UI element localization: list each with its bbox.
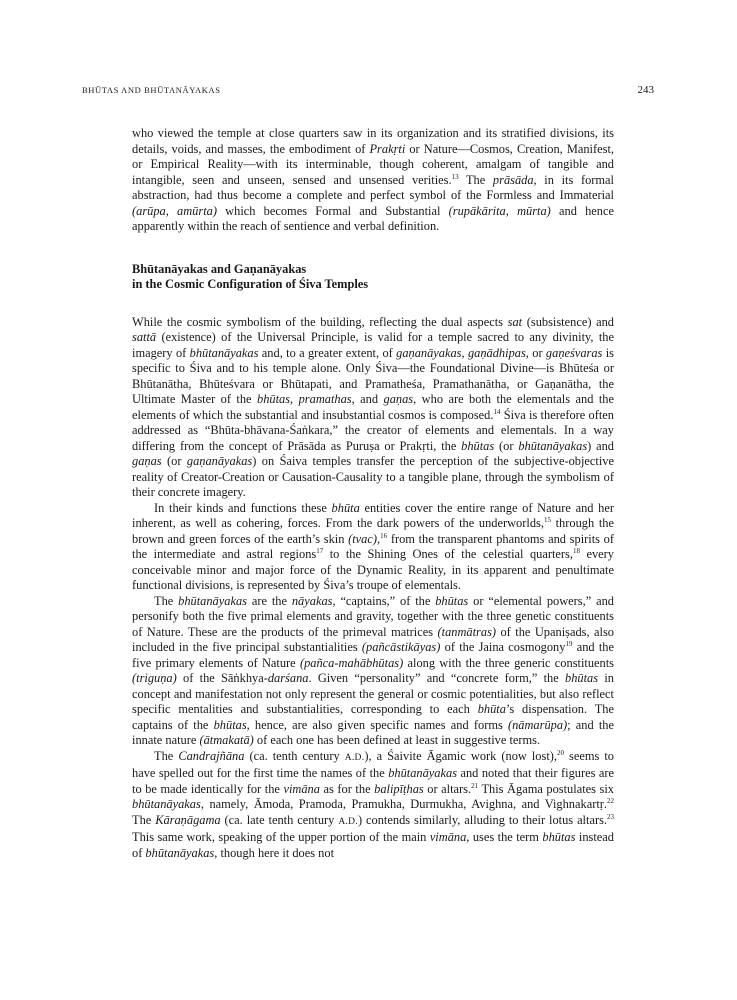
section-heading-line-2: in the Cosmic Configuration of Śiva Temples (132, 277, 369, 291)
paragraph-3: The bhūtanāyakas are the nāyakas, “captains,” of the bhūtas or “elemental powers,” and personify both the five primal elements and gravity, together with the three genetic constituents of Nature. These are the products of the primeval matrices (tanmātras) of the Upaniṣads, also included in the five principal substantialities (pañcāstikāyas) of the Jaina cosmogony$^{19}$ and the five primary elements of Nature (pañca-mahābhūtas) along with the three generic constituents (triguṇa) of the Sāṅkhya-darśana. Given “personality” and “concrete form,” the bhūtas in concept and manifestation not only represent the general or cosmic potentialities, but also reflect specific mentalities and substantialities, corresponding to each bhūta’s dispensation. The captains of the bhūtas, hence, are also given specific names and forms (nāmarūpa); and the innate nature (ātmakatā) of each one has been defined at least in suggestive terms. (132, 593, 615, 747)
paragraph-4: The Candrajñāna (ca. tenth century A.D.), a Śaivite Āgamic work (now lost),$^{20}$ seems to have spelled out for the first time the names of the bhūtanāyakas and noted that their figures are to be made identically for the vimāna as for the balipīṭhas or altars.$^{21}$ This Āgama postulates six bhūtanāyakas, namely, Āmoda, Pramoda, Pramukha, Durmukha, Avighna, and Vighnakartṛ.$^{22}$ The Kāraṇāgama (ca. late tenth century A.D.) contends similarly, alluding to their lotus altars.$^{23}$ This same work, speaking of the upper portion of the main vimāna, uses the term bhūtas instead of bhūtanāyakas, though here it does not (132, 748, 615, 860)
paragraph-continued: who viewed the temple at close quarters saw in its organization and its stratified divisions, its details, voids, and masses, the embodiment of Prakṛti or Nature—Cosmos, Creation, Manifest, or Empirical Reality—with its interminable, though coherent, amalgam of tangible and intangible, seen and unseen, sensed and unsensed verities.$^{13}$ The prāsāda, in its formal abstraction, had thus become a complete and perfect symbol of the Formless and Immaterial (arūpa, amūrta) which becomes Formal and Substantial (rupākārita, mūrta) and hence apparently within the reach of sentience and verbal definition. (132, 126, 614, 233)
running-header (82, 84, 654, 96)
body-text (132, 126, 614, 861)
page-number: 243 (637, 84, 654, 96)
paragraph-1: While the cosmic symbolism of the building, reflecting the dual aspects sat (subsistence) and sattā (existence) of the Universal Principle, is valid for a temple sacred to any divinity, the imagery of bhūtanāyakas and, to a greater extent, of gaṇanāyakas, gaṇādhipas, or gaṇeśvaras is specific to Śiva and to his temple alone. Only Śiva—the Foundational Divine—is Bhūteśa or Bhūtanātha, Bhūteśvara or Bhūtapati, and Pramatheśa, Pramathanātha, or Gaṇanātha, the Ultimate Master of the bhūtas, pramathas, and gaṇas, who are both the elementals and the elements of which the substantial and insubstantial cosmos is composed.$^{14}$ Śiva is therefore often addressed as “Bhūta-bhāvana-Śaṅkara,” the creator of elements and elementals. In a way differing from the concept of Prāsāda as Puruṣa or Prakṛti, the bhūtas (or bhūtanāyakas) and gaṇas (or gaṇanāyakas) on Śaiva temples transfer the perception of the subjective-objective reality of Creator-Creation or Causation-Causality to a tangible plane, through the symbolism of their concrete imagery. (132, 314, 614, 499)
section-heading-line-1: Bhūtanāyakas and Gaṇanāyakas (132, 261, 307, 276)
paragraph-2: In their kinds and functions these bhūta entities cover the entire range of Nature and her inherent, as well as cohering, forces. From the dark powers of the underworlds,$^{15}$ through the brown and green forces of the earth’s skin (tvac),$^{16}$ from the transparent phantoms and spirits of the intermediate and astral regions$^{17}$ to the Shining Ones of the celestial quarters,$^{18}$ every conceivable minor and major force of the Dynamic Reality, in its apparent and penultimate functional divisions, is represented by Śiva’s troupe of elementals. (132, 500, 614, 592)
running-title: BHŪTAS AND BHŪTANĀYAKAS (82, 85, 221, 95)
section-heading (132, 262, 614, 293)
